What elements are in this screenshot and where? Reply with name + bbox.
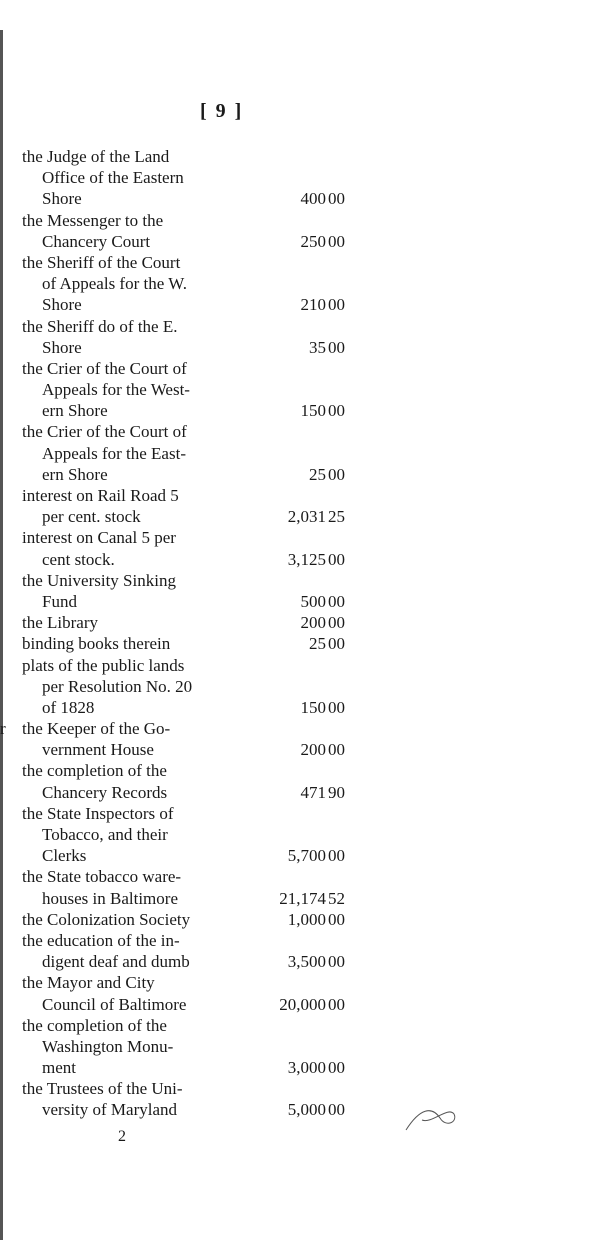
entry-line [0,930,600,951]
entry-line [0,549,600,570]
entry-text: the Mayor and City [22,973,155,993]
entry-text: Office of the Eastern [42,168,184,188]
amount-dollars: 200 [300,613,326,633]
signature-mark: 2 [118,1128,126,1145]
entry-text: the State tobacco ware- [22,867,182,887]
appropriation-entry [0,1015,600,1079]
appropriation-list [0,146,600,1121]
entry-line [0,633,600,654]
amount-dollars: 35 [309,337,326,357]
entry-text: ment [42,1058,76,1078]
amount-cents: 00 [328,1100,345,1120]
entry-text: per cent. stock [42,507,141,527]
appropriation-entry [0,930,600,972]
amount-cents: 00 [328,591,345,611]
entry-line [0,316,600,337]
entry-line [0,252,600,273]
appropriation-entry [0,718,600,760]
appropriation-entry [0,866,600,908]
amount-cents: 00 [328,994,345,1014]
entry-text: the Trustees of the Uni- [22,1079,183,1099]
amount-cents: 00 [328,952,345,972]
entry-text: Appeals for the East- [42,443,186,463]
entry-text: the completion of the [22,1015,167,1035]
page-number: [ 9 ] [200,100,244,122]
entry-line [0,188,600,209]
entry-line [0,612,600,633]
appropriation-entry [0,358,600,422]
amount-dollars: 25 [309,464,326,484]
entry-line [0,337,600,358]
amount-cents: 90 [328,782,345,802]
entry-text: the Keeper of the Go- [22,719,171,739]
entry-line [0,718,600,739]
entry-line [0,570,600,591]
appropriation-entry [0,146,600,210]
entry-text: interest on Canal 5 per [22,528,176,548]
entry-text: the State Inspectors of [22,803,174,823]
amount-dollars: 2,031 [287,507,326,527]
entry-text: vernment House [42,740,154,760]
entry-text: the Sheriff of the Court [22,252,181,272]
entry-line [0,1099,600,1120]
entry-text: digent deaf and dumb [42,952,190,972]
entry-text: the Messenger to the [22,210,164,230]
amount-dollars: 21,174 [279,888,326,908]
entry-text: Shore [42,189,82,209]
entry-line [0,146,600,167]
entry-line [0,866,600,887]
amount-dollars: 250 [300,231,326,251]
entry-line [0,760,600,781]
entry-text: interest on Rail Road 5 [22,486,179,505]
entry-line [0,845,600,866]
amount-dollars: 150 [300,401,326,421]
entry-line [0,697,600,718]
entry-line [0,909,600,930]
entry-text: the Crier of the Court of [22,358,187,378]
amount-dollars: 150 [300,697,326,717]
entry-text: of 1828 [42,697,95,717]
entry-line [0,739,600,760]
amount-cents: 00 [328,549,345,569]
entry-text: plats of the public lands [22,655,185,675]
amount-cents: 00 [328,909,345,929]
amount-dollars: 20,000 [279,994,326,1014]
amount-cents: 00 [328,697,345,717]
entry-text: the completion of the [22,761,167,781]
entry-text: Shore [42,295,82,315]
amount-cents: 00 [328,189,345,209]
entry-line [0,167,600,188]
entry-line [0,1078,600,1099]
entry-text: houses in Baltimore [42,888,178,908]
appropriation-entry [0,210,600,252]
amount-dollars: 3,500 [287,952,326,972]
entry-text: the Crier of the Court of [22,422,187,442]
appropriation-entry [0,1078,600,1120]
appropriation-entry [0,252,600,316]
entry-text: Chancery Court [42,231,151,251]
entry-line [0,888,600,909]
amount-dollars: 200 [300,740,326,760]
appropriation-entry [0,612,600,633]
entry-text: Appeals for the West- [42,380,190,400]
entry-line [0,994,600,1015]
appropriation-entry [0,803,600,867]
entry-text: binding books therein [22,634,171,654]
entry-text: Fund [42,591,77,611]
entry-text: Clerks [42,846,87,866]
appropriation-entry [0,760,600,802]
amount-cents: 00 [328,231,345,251]
appropriation-entry [0,909,600,930]
entry-line [0,527,600,548]
entry-text: Shore [42,337,82,357]
amount-cents: 00 [328,846,345,866]
entry-line [0,951,600,972]
entry-line [0,443,600,464]
entry-line [0,1015,600,1036]
entry-text: Chancery Records [42,782,168,802]
entry-text: Council of Baltimore [42,994,187,1014]
entry-line [0,676,600,697]
entry-text: per Resolution No. 20 [42,676,193,696]
appropriation-entry [0,633,600,654]
amount-dollars: 5,000 [287,1100,326,1120]
entry-text: of Appeals for the W. [42,274,187,294]
amount-dollars: 3,000 [287,1058,326,1078]
entry-text: the Judge of the Land [22,147,170,166]
amount-dollars: 500 [300,591,326,611]
entry-line [0,421,600,442]
entry-line [0,400,600,421]
entry-line [0,803,600,824]
amount-dollars: 3,125 [287,549,326,569]
entry-line [0,379,600,400]
margin-mark: r [0,719,6,739]
appropriation-entry [0,485,600,527]
entry-line [0,506,600,527]
entry-text: ern Shore [42,401,108,421]
entry-text: the University Sinking [22,570,176,590]
amount-cents: 00 [328,464,345,484]
appropriation-entry [0,316,600,358]
entry-line [0,1057,600,1078]
appropriation-entry [0,527,600,569]
entry-line [0,782,600,803]
entry-text: Washington Monu- [42,1036,174,1056]
entry-line [0,294,600,315]
amount-cents: 00 [328,1058,345,1078]
amount-dollars: 25 [309,634,326,654]
appropriation-entry [0,570,600,612]
entry-line [0,231,600,252]
amount-dollars: 400 [300,189,326,209]
entry-line [0,485,600,506]
entry-text: the education of the in- [22,930,180,950]
entry-text: versity of Maryland [42,1100,178,1120]
entry-line [0,464,600,485]
amount-cents: 00 [328,295,345,315]
entry-line [0,358,600,379]
amount-dollars: 471 [300,782,326,802]
amount-dollars: 210 [300,295,326,315]
amount-cents: 00 [328,401,345,421]
appropriation-entry [0,972,600,1014]
entry-text: Tobacco, and their [42,825,168,844]
amount-cents: 25 [328,507,345,527]
amount-dollars: 1,000 [287,909,326,929]
amount-cents: 00 [328,634,345,654]
entry-line [0,1036,600,1057]
amount-cents: 52 [328,888,345,908]
appropriation-entry [0,655,600,719]
entry-text: the Colonization Society [22,909,191,929]
ink-squiggle [402,1098,462,1138]
amount-dollars: 5,700 [287,846,326,866]
entry-line [0,273,600,294]
entry-text: the Library [22,613,98,633]
appropriation-entry [0,421,600,485]
entry-line [0,972,600,993]
entry-line [0,655,600,676]
entry-text: cent stock. [42,549,115,569]
entry-line [0,210,600,231]
amount-cents: 00 [328,740,345,760]
entry-text: ern Shore [42,464,108,484]
entry-text: the Sheriff do of the E. [22,316,178,336]
amount-cents: 00 [328,613,345,633]
entry-line [0,591,600,612]
amount-cents: 00 [328,337,345,357]
entry-line [0,824,600,845]
